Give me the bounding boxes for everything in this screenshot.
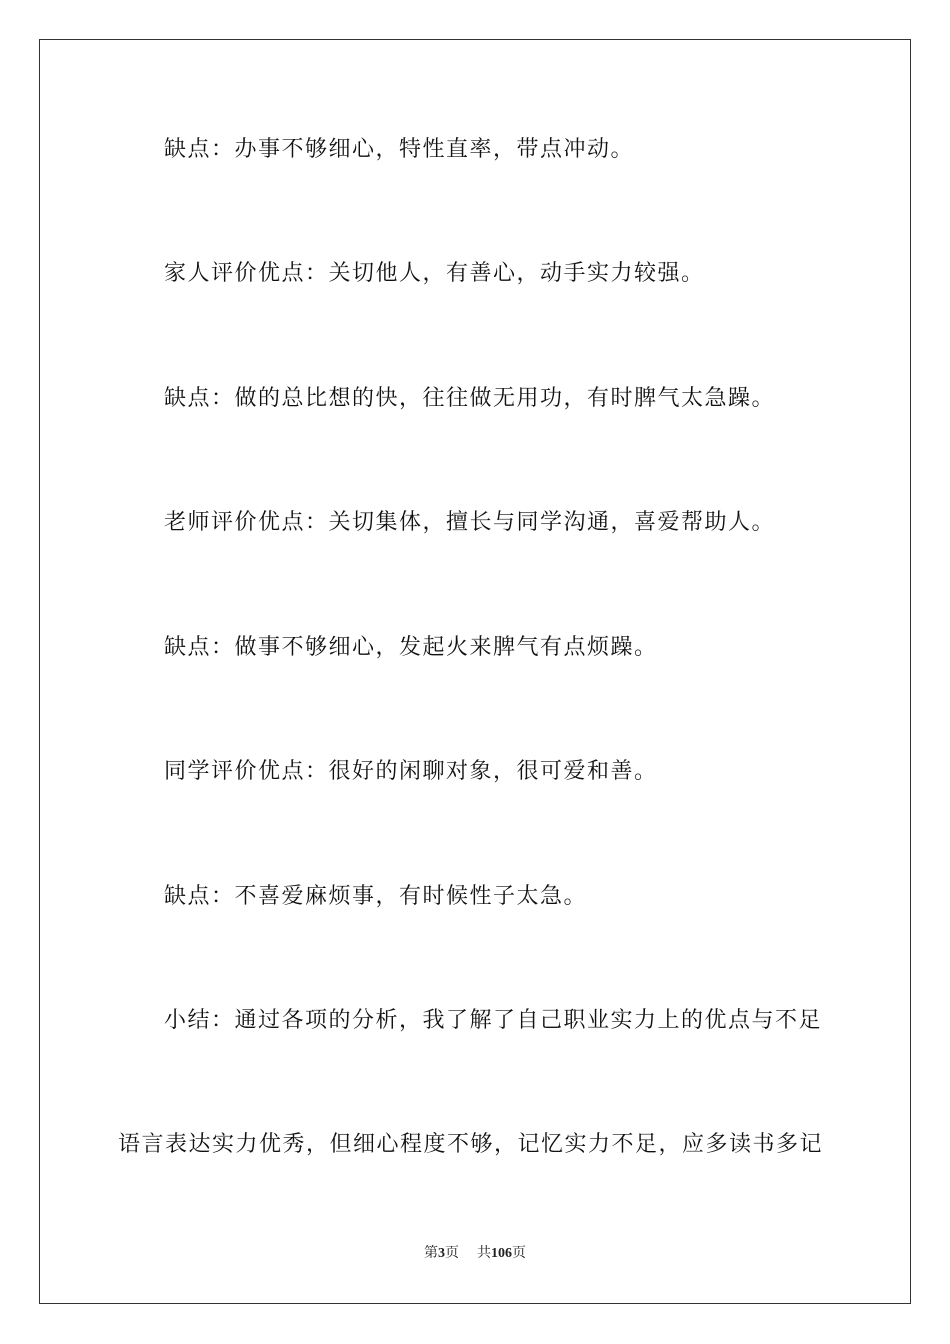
paragraph-classmate-evaluation: 同学评价优点：很好的闲聊对象，很可爱和善。 — [164, 759, 658, 784]
page-footer — [0, 1245, 950, 1263]
total-pages: 106 — [491, 1246, 512, 1261]
page-number: 3 — [438, 1246, 445, 1261]
page-prefix: 第 — [424, 1246, 438, 1261]
paragraph-weakness-4: 缺点：不喜爱麻烦事，有时候性子太急。 — [164, 884, 588, 909]
page-suffix: 页 — [445, 1246, 459, 1261]
paragraph-teacher-evaluation: 老师评价优点：关切集体，擅长与同学沟通，喜爱帮助人。 — [164, 510, 776, 535]
total-prefix: 共 — [477, 1246, 491, 1261]
paragraph-family-evaluation: 家人评价优点：关切他人，有善心，动手实力较强。 — [164, 261, 705, 286]
total-suffix: 页 — [512, 1246, 526, 1261]
paragraph-summary: 小结：通过各项的分析，我了解了自己职业实力上的优点与不足 — [164, 1008, 823, 1033]
page-frame — [39, 39, 911, 1304]
paragraph-weakness-1: 缺点：办事不够细心，特性直率，带点冲动。 — [164, 137, 635, 162]
paragraph-weakness-3: 缺点：做事不够细心，发起火来脾气有点烦躁。 — [164, 635, 658, 660]
paragraph-weakness-2: 缺点：做的总比想的快，往往做无用功，有时脾气太急躁。 — [164, 386, 776, 411]
paragraph-summary-continued: 语言表达实力优秀，但细心程度不够，记忆实力不足，应多读书多记 — [118, 1132, 824, 1157]
